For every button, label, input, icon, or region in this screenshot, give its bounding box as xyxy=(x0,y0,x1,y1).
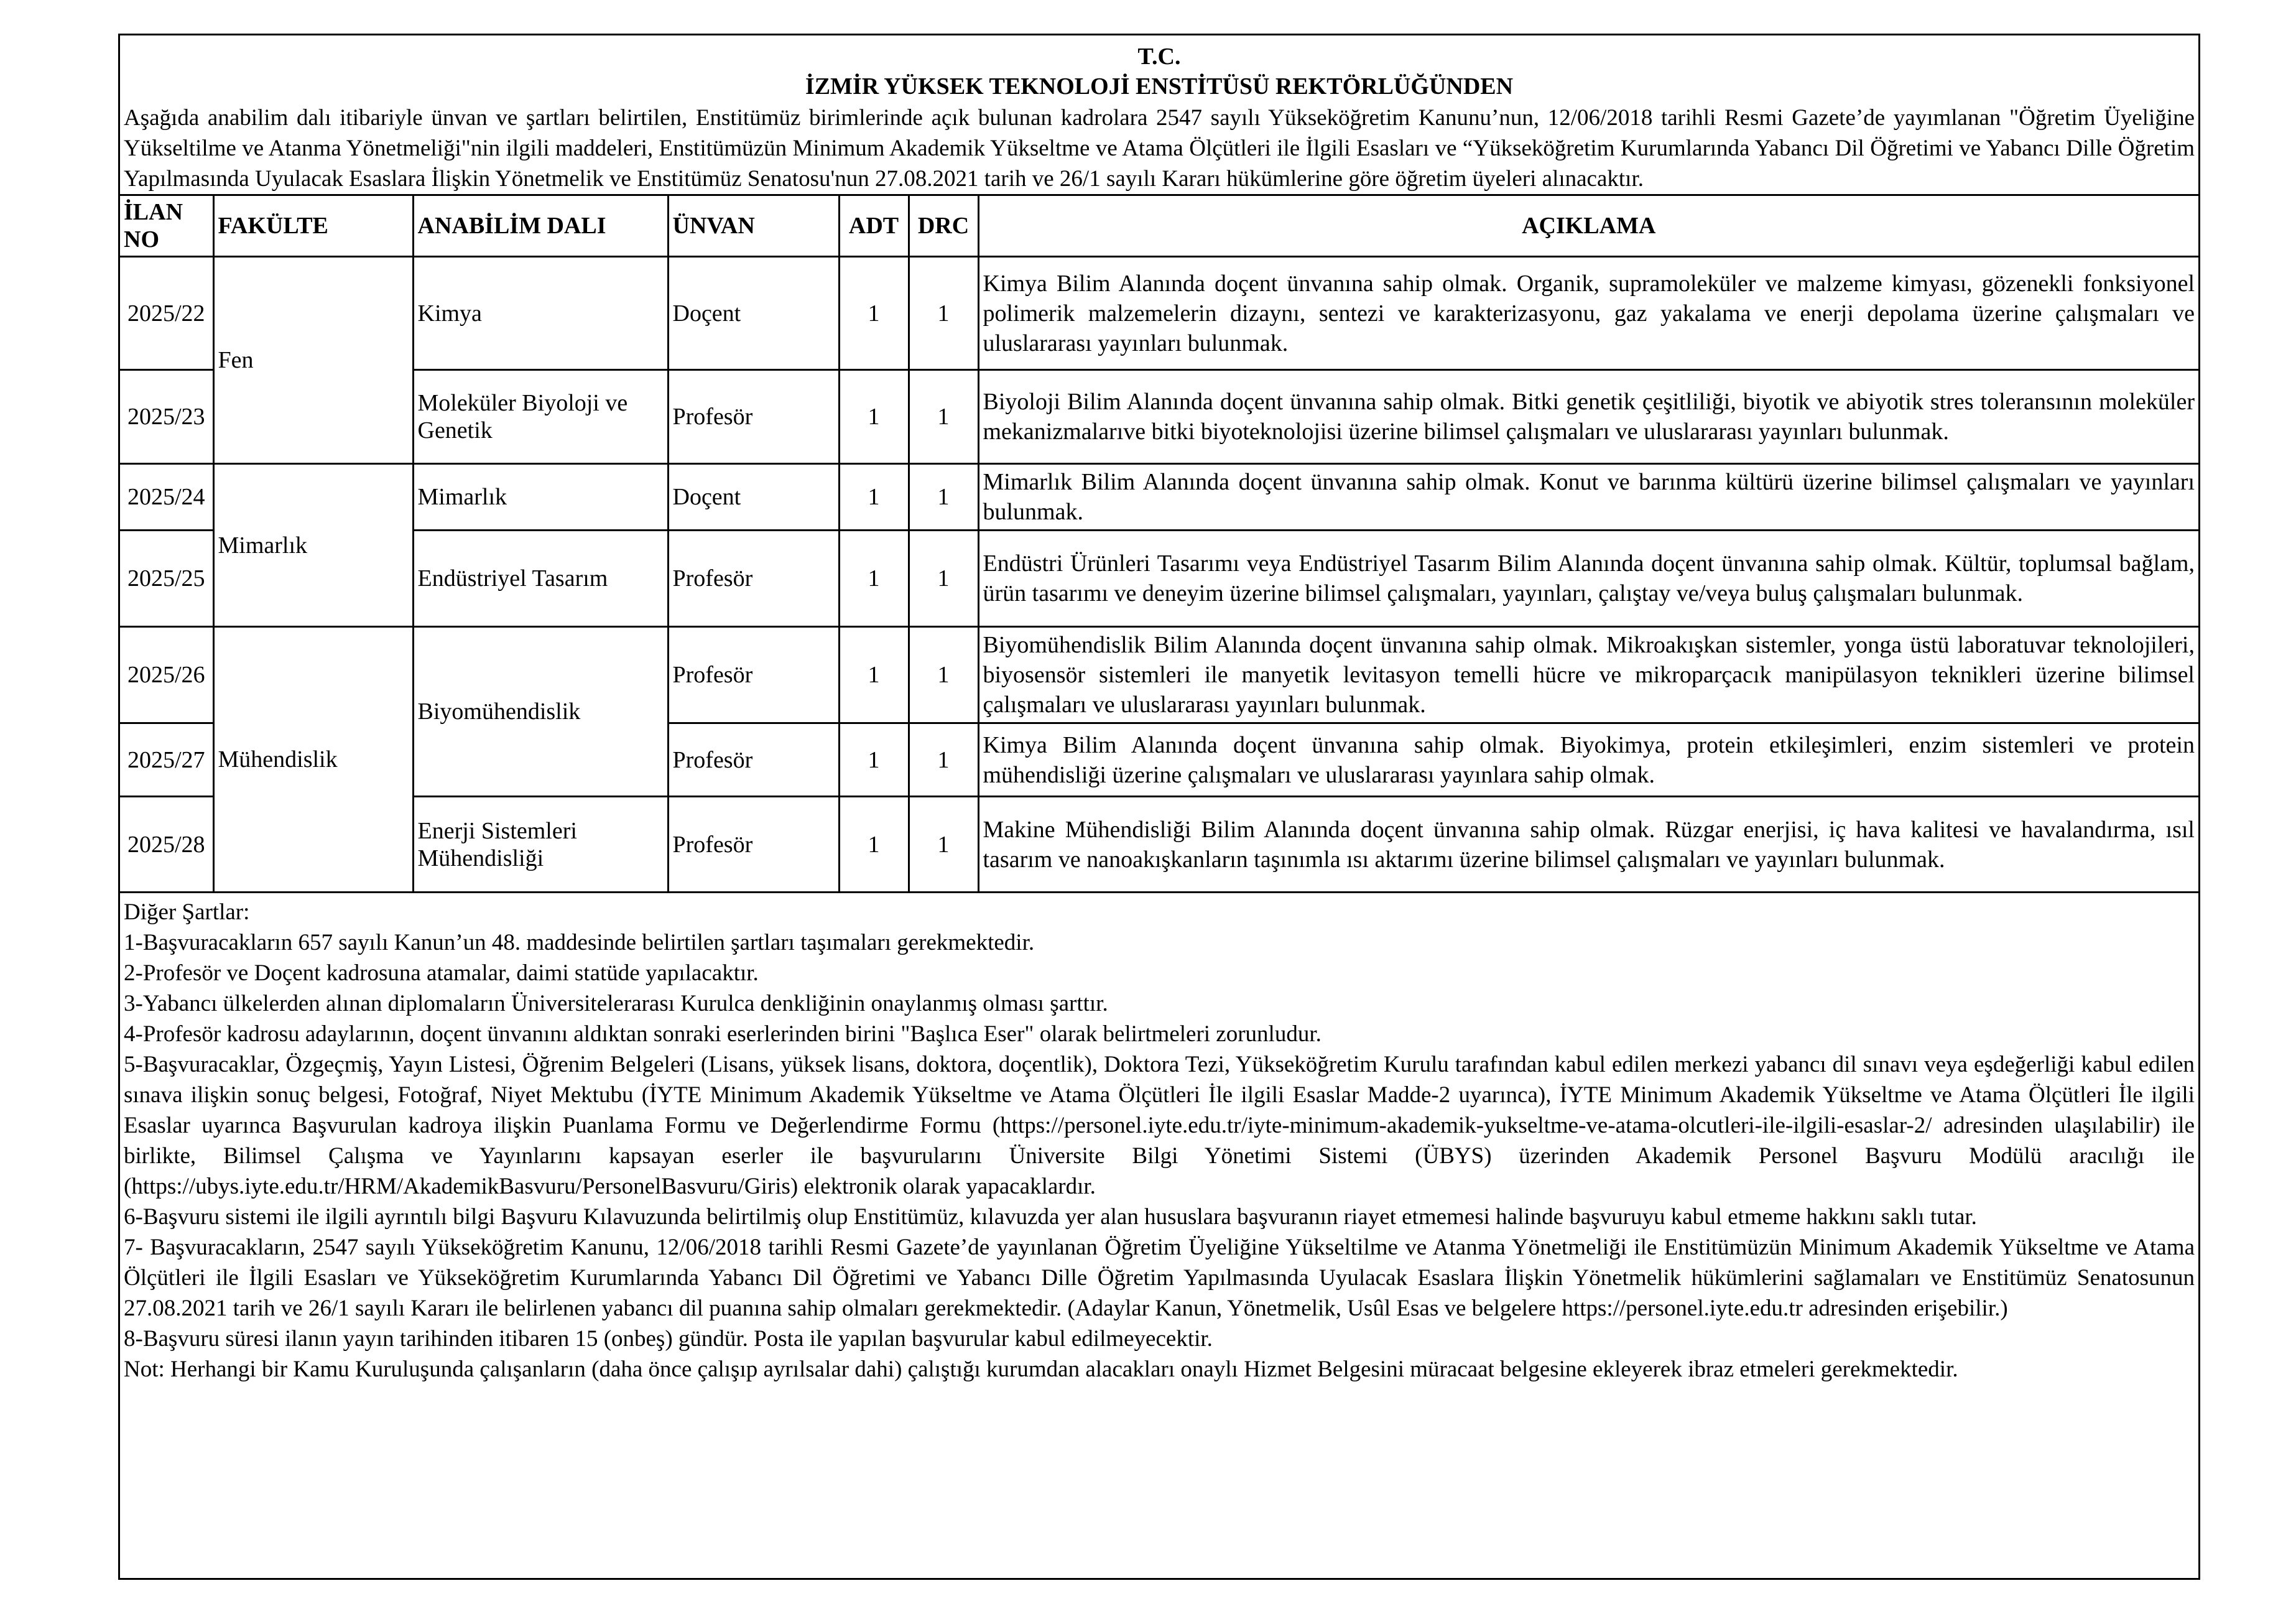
aciklama-cell: Biyomühendislik Bilim Alanında doçent ünvanına sahip olmak. Mikroakışkan sistemler, yonga üstü laboratuvar teknolojileri, biyosensör sistemleri ile manyetik levitasyon temelli hücre ve mikroparçacık manipülasyon teknikleri üzerine bilimsel çalışmaları ve uluslararası yayınları bulunmak. xyxy=(978,627,2198,723)
anabilim-cell-biyomuhendislik: Biyomühendislik xyxy=(413,627,668,797)
header-adt: ADT xyxy=(839,195,909,257)
condition-item: 5-Başvuracaklar, Özgeçmiş, Yayın Listesi, Öğrenim Belgeleri (Lisans, yüksek lisans, doktora, doçentlik), Doktora Tezi, Yükseköğretim Kurulu tarafından kabul edilen merkezi yabancı dil sınavı veya eşdeğerliği kabul edilen sınava ilişkin sonuç belgesi, Fotoğraf, Niyet Mektubu (İYTE Minimum Akademik Yükseltme ve Atama Ölçütleri İle ilgili Esaslar Madde-2 uyarınca), İYTE Minimum Akademik Yükseltme ve Atama Ölçütleri İle ilgili Esaslar uyarınca Başvurulan kadroya ilişkin Puanlama Formu ve Değerlendirme Formu (https://personel.iyte.edu.tr/iyte-minimum-akademik-yukseltme-ve-atama-olcutleri-ile-ilgili-esaslar-2/ adresinden ulaşılabilir) ile birlikte, Bilimsel Çalışma ve Yayınlarını kapsayan eserler ile başvurularını Üniversite Bilgi Yönetimi Sistemi (ÜBYS) üzerinden Akademik Personel Başvuru Modülü aracılığı ile (https://ubys.iyte.edu.tr/HRM/AkademikBasvuru/PersonelBasvuru/Giris) elektronik olarak yapacaklardır. xyxy=(124,1052,2195,1199)
faculty-cell-fen: Fen xyxy=(213,257,413,464)
table-row xyxy=(120,464,2198,531)
faculty-cell-muhendislik: Mühendislik xyxy=(213,627,413,893)
ilan-no-cell: 2025/25 xyxy=(120,531,213,627)
unvan-cell: Profesör xyxy=(668,627,839,723)
adt-cell: 1 xyxy=(839,531,909,627)
ilan-no-cell: 2025/24 xyxy=(120,464,213,531)
condition-item: 8-Başvuru süresi ilanın yayın tarihinden itibaren 15 (onbeş) gündür. Posta ile yapılan başvurular kabul edilmeyecektir. xyxy=(124,1326,1213,1352)
table-row xyxy=(120,370,2198,464)
adt-cell: 1 xyxy=(839,464,909,531)
drc-cell: 1 xyxy=(909,723,978,797)
table-row xyxy=(120,531,2198,627)
anabilim-cell: Enerji Sistemleri Mühendisliği xyxy=(413,797,668,893)
ilan-no-cell: 2025/28 xyxy=(120,797,213,893)
drc-cell: 1 xyxy=(909,797,978,893)
aciklama-cell: Kimya Bilim Alanında doçent ünvanına sahip olmak. Organik, supramoleküler ve malzeme kimyası, gözenekli fonksiyonel polimerik malzemelerin dizaynı, sentezi ve karakterizasyonu, gaz yakalama ve enerji depolama üzerine çalışmaları ve uluslararası yayınları bulunmak. xyxy=(978,257,2198,370)
unvan-cell: Doçent xyxy=(668,464,839,531)
condition-item: 7- Başvuracakların, 2547 sayılı Yükseköğretim Kanunu, 12/06/2018 tarihli Resmi Gazete’de yayınlanan Öğretim Üyeliğine Yükseltilme ve Atanma Yönetmeliği ile Enstitümüzün Minimum Akademik Yükseltme ve Atama Ölçütleri ile İlgili Esasları ve Yükseköğretim Kurumlarında Yabancı Dil Öğretimi ve Yabancı Dille Öğretim Yapılmasında Uyulacak Esaslara İlişkin Yönetmelik hükümlerini sağlamaları ve Enstitümüz Senatosunun 27.08.2021 tarih ve 26/1 sayılı Kararı ile belirlenen yabancı dil puanına sahip olmaları gerekmektedir. (Adaylar Kanun, Yönetmelik, Usûl Esas ve belgelere https://personel.iyte.edu.tr adresinden erişebilir.) xyxy=(124,1235,2195,1321)
table-row xyxy=(120,257,2198,370)
header-drc: DRC xyxy=(909,195,978,257)
condition-item: 3-Yabancı ülkelerden alınan diplomaların Üniversitelerarası Kurulca denkliğinin onaylanmış olması şarttır. xyxy=(124,991,1108,1016)
unvan-cell: Doçent xyxy=(668,257,839,370)
header-institution: İZMİR YÜKSEK TEKNOLOJİ ENSTİTÜSÜ REKTÖRLÜĞÜNDEN xyxy=(805,73,1514,100)
aciklama-cell: Biyoloji Bilim Alanında doçent ünvanına sahip olmak. Bitki genetik çeşitliliği, biyotik ve abiyotik stres toleransının moleküler mekanizmalarıve bitki biyoteknolojisi üzerine bilimsel çalışmaları ve uluslararası yayınları bulunmak. xyxy=(978,370,2198,464)
condition-item: 4-Profesör kadrosu adaylarının, doçent ünvanını aldıktan sonraki eserlerinden birini "Başlıca Eser" olarak belirtmeleri zorunludur. xyxy=(124,1021,1322,1047)
ilan-no-cell: 2025/23 xyxy=(120,370,213,464)
intro-paragraph: Aşağıda anabilim dalı itibariyle ünvan ve şartları belirtilen, Enstitümüz birimlerinde açık bulunan kadrolara 2547 sayılı Yükseköğretim Kanunu’nun, 12/06/2018 tarihli Resmi Gazete’de yayımlanan "Öğretim Üyeliğine Yükseltilme ve Atanma Yönetmeliği"nin ilgili maddeleri, Enstitümüzün Minimum Akademik Yükseltme ve Atama Ölçütleri ile İlgili Esasları ve “Yükseköğretim Kurumlarında Yabancı Dil Öğretimi ve Yabancı Dille Öğretim Yapılmasında Uyulacak Esaslara İlişkin Yönetmelik ve Enstitümüz Senatosu'nun 27.08.2021 tarih ve 26/1 sayılı Kararı hükümlerine göre öğretim üyeleri alınacaktır. xyxy=(124,105,2195,192)
drc-cell: 1 xyxy=(909,627,978,723)
aciklama-cell: Kimya Bilim Alanında doçent ünvanına sahip olmak. Biyokimya, protein etkileşimleri, enzim sistemleri ve protein mühendisliği üzerine çalışmaları ve uluslararası yayınlara sahip olmak. xyxy=(978,723,2198,797)
ilan-no-cell: 2025/26 xyxy=(120,627,213,723)
condition-item: 1-Başvuracakların 657 sayılı Kanun’un 48. maddesinde belirtilen şartları taşımaları gerekmektedir. xyxy=(124,930,1035,955)
unvan-cell: Profesör xyxy=(668,370,839,464)
positions-table xyxy=(120,194,2198,893)
anabilim-cell: Moleküler Biyoloji ve Genetik xyxy=(413,370,668,464)
condition-item: 2-Profesör ve Doçent kadrosuna atamalar, daimi statüde yapılacaktır. xyxy=(124,960,759,986)
ilan-no-cell: 2025/27 xyxy=(120,723,213,797)
header-ilan-no: İLAN NO xyxy=(120,195,213,257)
drc-cell: 1 xyxy=(909,531,978,627)
adt-cell: 1 xyxy=(839,370,909,464)
unvan-cell: Profesör xyxy=(668,797,839,893)
adt-cell: 1 xyxy=(839,723,909,797)
table-row xyxy=(120,627,2198,723)
anabilim-cell: Mimarlık xyxy=(413,464,668,531)
header-unvan: ÜNVAN xyxy=(668,195,839,257)
header-tc: T.C. xyxy=(1137,44,1181,70)
aciklama-cell: Endüstri Ürünleri Tasarımı veya Endüstriyel Tasarım Bilim Alanında doçent ünvanına sahip olmak. Kültür, toplumsal bağlam, ürün tasarımı ve deneyim üzerine bilimsel çalışmaları, yayınları, çalıştay ve/veya buluş çalışmaları bulunmak. xyxy=(978,531,2198,627)
unvan-cell: Profesör xyxy=(668,723,839,797)
header-aciklama: AÇIKLAMA xyxy=(978,195,2198,257)
note-item: Not: Herhangi bir Kamu Kuruluşunda çalışanların (daha önce çalışıp ayrılsalar dahi) çalıştığı kurumdan alacakları onaylı Hizmet Belgesini müracaat belgesine ekleyerek ibraz etmeleri gerekmektedir. xyxy=(124,1357,1958,1382)
ilan-no-cell: 2025/22 xyxy=(120,257,213,370)
header-fakulte: FAKÜLTE xyxy=(213,195,413,257)
other-conditions xyxy=(120,893,2198,1385)
aciklama-cell: Mimarlık Bilim Alanında doçent ünvanına sahip olmak. Konut ve barınma kültürü üzerine bilimsel çalışmaları ve yayınları bulunmak. xyxy=(978,464,2198,531)
faculty-cell-mimarlik: Mimarlık xyxy=(213,464,413,627)
table-header-row xyxy=(120,195,2198,257)
header-anabilim: ANABİLİM DALI xyxy=(413,195,668,257)
announcement-frame xyxy=(118,34,2200,1580)
drc-cell: 1 xyxy=(909,370,978,464)
table-row xyxy=(120,797,2198,893)
anabilim-cell: Kimya xyxy=(413,257,668,370)
drc-cell: 1 xyxy=(909,464,978,531)
adt-cell: 1 xyxy=(839,627,909,723)
adt-cell: 1 xyxy=(839,257,909,370)
anabilim-cell: Endüstriyel Tasarım xyxy=(413,531,668,627)
condition-item: 6-Başvuru sistemi ile ilgili ayrıntılı bilgi Başvuru Kılavuzunda belirtilmiş olup Enstitümüz, kılavuzda yer alan hususlara başvuranın riayet etmemesi halinde başvuruyu kabul etmeme hakkını saklı tutar. xyxy=(124,1204,1977,1230)
aciklama-cell: Makine Mühendisliği Bilim Alanında doçent ünvanına sahip olmak. Rüzgar enerjisi, iç hava kalitesi ve havalandırma, ısıl tasarım ve nanoakışkanların taşınımla ısı aktarımı üzerine bilimsel çalışmaları ve yayınları bulunmak. xyxy=(978,797,2198,893)
adt-cell: 1 xyxy=(839,797,909,893)
other-conditions-title: Diğer Şartlar: xyxy=(124,899,250,925)
drc-cell: 1 xyxy=(909,257,978,370)
unvan-cell: Profesör xyxy=(668,531,839,627)
